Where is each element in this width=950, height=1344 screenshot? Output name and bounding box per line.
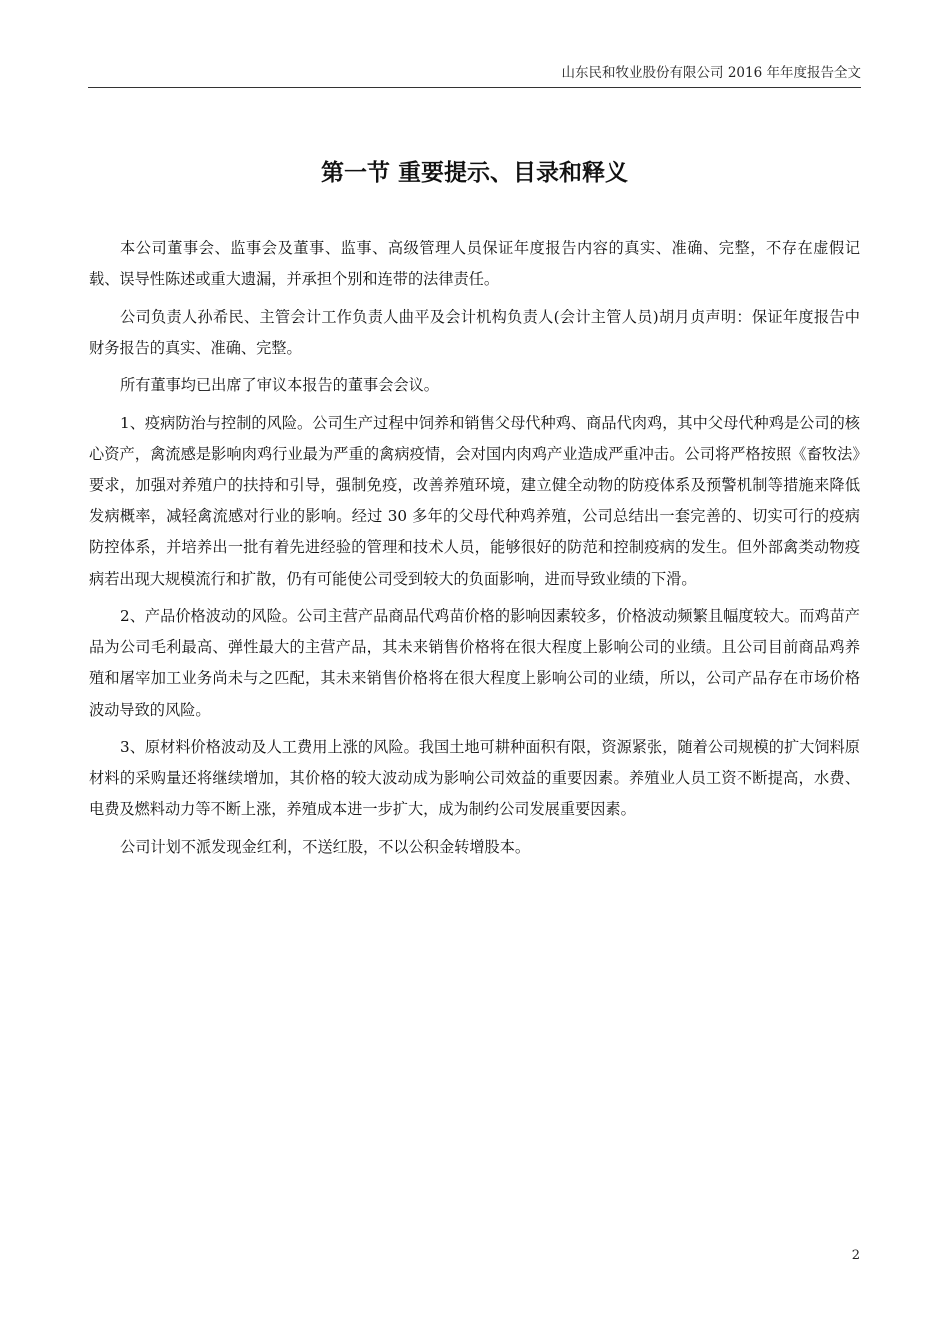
page-number: 2 xyxy=(851,1248,860,1263)
section-title: 第一节 重要提示、目录和释义 xyxy=(320,159,628,186)
header-rule xyxy=(88,87,861,88)
body-text xyxy=(89,233,860,869)
paragraph-dividend-plan: 公司计划不派发现金红利，不送红股，不以公积金转增股本。 xyxy=(120,837,531,856)
running-header: 山东民和牧业股份有限公司 2016 年年度报告全文 xyxy=(561,65,861,81)
paragraph-directors-attendance: 所有董事均已出席了审议本报告的董事会会议。 xyxy=(120,376,439,395)
paragraph-risk-materials: 3、原材料价格波动及人工费用上涨的风险。我国土地可耕种面积有限，资源紧张，随着公司规模的扩大饲料原材料的采购量还将继续增加，其价格的较大波动成为影响公司效益的重要因素。养殖业人员工资不断提高，水费、电费及燃料动力等不断上涨，养殖成本进一步扩大，成为制约公司发展重要因素。 xyxy=(89,737,860,819)
paragraph-officers-declaration: 公司负责人孙希民、主管会计工作负责人曲平及会计机构负责人(会计主管人员)胡月贞声明：保证年度报告中财务报告的真实、准确、完整。 xyxy=(89,307,860,357)
paragraph-board-statement: 本公司董事会、监事会及董事、监事、高级管理人员保证年度报告内容的真实、准确、完整，不存在虚假记载、误导性陈述或重大遗漏，并承担个别和连带的法律责任。 xyxy=(89,239,860,289)
paragraph-risk-disease: 1、疫病防治与控制的风险。公司生产过程中饲养和销售父母代种鸡、商品代肉鸡，其中父母代种鸡是公司的核心资产，禽流感是影响肉鸡行业最为严重的禽病疫情，会对国内肉鸡产业造成严重冲击。公司将严格按照《畜牧法》要求，加强对养殖户的扶持和引导，强制免疫，改善养殖环境，建立健全动物的防疫体系及预警机制等措施来降低发病概率，减轻禽流感对行业的影响。经过 30 多年的父母代种鸡养殖，公司总结出一套完善的、切实可行的疫病防控体系，并培养出一批有着先进经验的管理和技术人员，能够很好的防范和控制疫病的发生。但外部禽类动物疫病若出现大规模流行和扩散，仍有可能使公司受到较大的负面影响，进而导致业绩的下滑。 xyxy=(89,413,860,588)
paragraph-risk-price: 2、产品价格波动的风险。公司主营产品商品代鸡苗价格的影响因素较多，价格波动频繁且幅度较大。而鸡苗产品为公司毛利最高、弹性最大的主营产品，其未来销售价格将在很大程度上影响公司的业绩。且公司目前商品鸡养殖和屠宰加工业务尚未与之匹配，其未来销售价格将在很大程度上影响公司的业绩，所以，公司产品存在市场价格波动导致的风险。 xyxy=(89,606,860,719)
